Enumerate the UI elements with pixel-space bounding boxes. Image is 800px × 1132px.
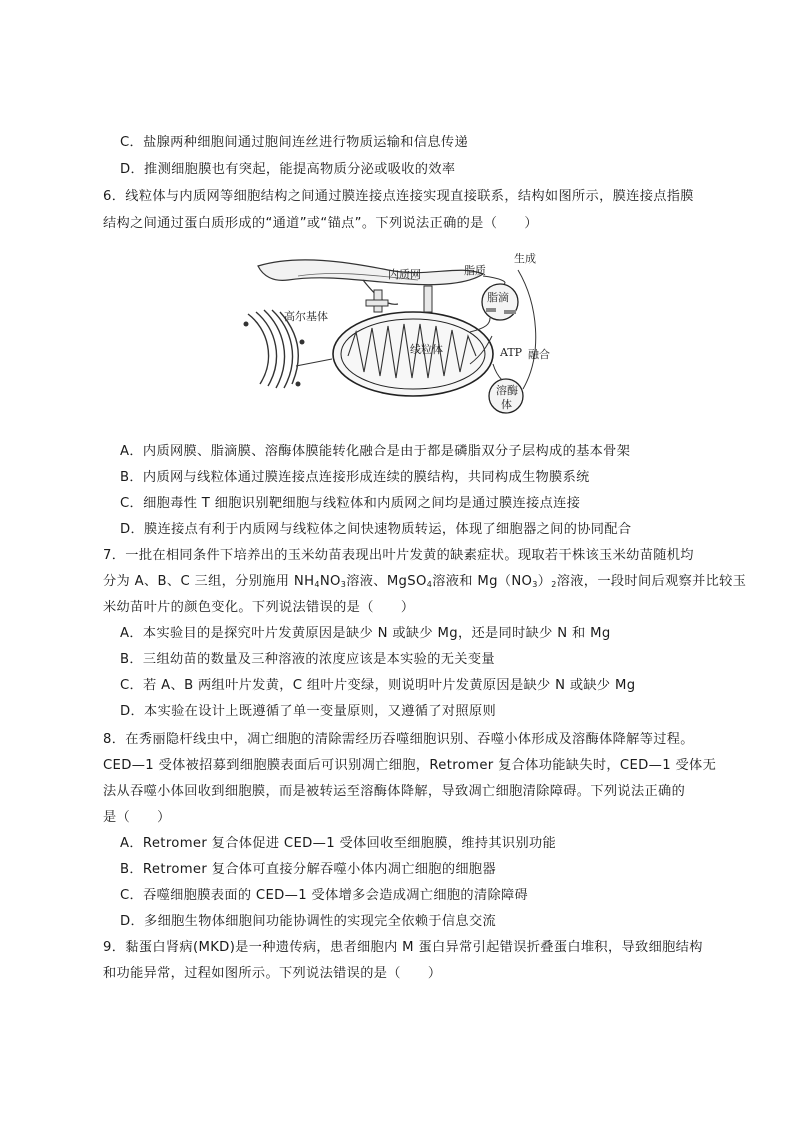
lysosome-label-2: 体 (501, 398, 512, 411)
q7-stem-line3: 米幼苗叶片的颜色变化。下列说法错误的是（ ） (103, 600, 415, 615)
q8-option-d: D．多细胞生物体细胞间功能协调性的实现完全依赖于信息交流 (120, 914, 497, 929)
q5-option-d: D．推测细胞膜也有突起，能提高物质分泌或吸收的效率 (120, 162, 456, 177)
mito-label: 线粒体 (410, 343, 443, 356)
membrane-contact-sites (366, 286, 432, 312)
q6-option-c: C．细胞毒性 T 细胞识别靶细胞与线粒体和内质网之间均是通过膜连接点连接 (120, 496, 581, 511)
fusion-label: 融合 (528, 348, 550, 361)
q8-stem-line3: 法从吞噬小体回收到细胞膜，而是被转运至溶酶体降解，导致凋亡细胞清除障碍。下列说法正确的 (103, 784, 686, 799)
q8-stem-line4: 是（ ） (103, 810, 171, 825)
lipid-label: 脂质 (464, 264, 486, 277)
q6-option-b: B．内质网与线粒体通过膜连接点连接形成连续的膜结构，共同构成生物膜系统 (120, 470, 590, 485)
organelle-contact-diagram (238, 244, 568, 424)
q6-option-a: A．内质网膜、脂滴膜、溶酶体膜能转化融合是由于都是磷脂双分子层构成的基本骨架 (120, 444, 631, 459)
q7-stem-line1: 7．一批在相同条件下培养出的玉米幼苗表现出叶片发黄的缺素症状。现取若干株该玉米幼苗随机均 (103, 548, 694, 563)
droplet-label: 脂滴 (487, 291, 509, 304)
q6-stem-line1: 6．线粒体与内质网等细胞结构之间通过膜连接点连接实现直接联系，结构如图所示，膜连接点指膜 (103, 189, 694, 204)
q7-option-b: B．三组幼苗的数量及三种溶液的浓度应该是本实验的无关变量 (120, 652, 495, 667)
q8-option-b: B．Retromer 复合体可直接分解吞噬小体内凋亡细胞的细胞器 (120, 862, 496, 877)
q5-option-c: C．盐腺两种细胞间通过胞间连丝进行物质运输和信息传递 (120, 135, 468, 150)
er-label: 内质网 (388, 268, 421, 281)
q8-option-c: C．吞噬细胞膜表面的 CED—1 受体增多会造成凋亡细胞的清除障碍 (120, 888, 529, 903)
q9-stem-line1: 9．黏蛋白肾病(MKD)是一种遗传病，患者细胞内 M 蛋白异常引起错误折叠蛋白堆积，导致细胞结构 (103, 940, 703, 955)
q8-stem-line2: CED—1 受体被招募到细胞膜表面后可识别凋亡细胞，Retromer 复合体功能缺失时，CED—1 受体无 (103, 758, 717, 773)
er-membrane (258, 260, 483, 285)
q6-option-d: D．膜连接点有利于内质网与线粒体之间快速物质转运，体现了细胞器之间的协同配合 (120, 522, 632, 537)
q8-stem-line1: 8．在秀丽隐杆线虫中，凋亡细胞的清除需经历吞噬细胞识别、吞噬小体形成及溶酶体降解等过程。 (103, 732, 694, 747)
q8-option-a: A．Retromer 复合体促进 CED—1 受体回收至细胞膜，维持其识别功能 (120, 836, 557, 851)
q7-option-d: D．本实验在设计上既遵循了单一变量原则，又遵循了对照原则 (120, 704, 497, 719)
q7-option-c: C．若 A、B 两组叶片发黄，C 组叶片变绿，则说明叶片发黄原因是缺少 N 或缺少 Mg (120, 678, 636, 693)
q6-stem-line2: 结构之间通过蛋白质形成的“通道”或“锚点”。下列说法正确的是（ ） (103, 216, 538, 231)
q7-stem-line2: 分为 A、B、C 三组，分别施用 $NH_4NO_3$溶液、MgSO$_4$溶液和 $Mg(NO_3)_2$溶液，一段时间后观察并比较玉 (103, 574, 747, 589)
q7-option-a: A．本实验目的是探究叶片发黄原因是缺少 N 或缺少 Mg，还是同时缺少 N 和 Mg (120, 626, 611, 641)
golgi-label: 高尔基体 (284, 310, 328, 323)
generate-label: 生成 (514, 252, 536, 265)
q9-stem-line2: 和功能异常，过程如图所示。下列说法错误的是（ ） (103, 966, 442, 981)
lysosome-label-1: 溶酶 (496, 384, 518, 397)
atp-label: ATP (500, 346, 523, 359)
